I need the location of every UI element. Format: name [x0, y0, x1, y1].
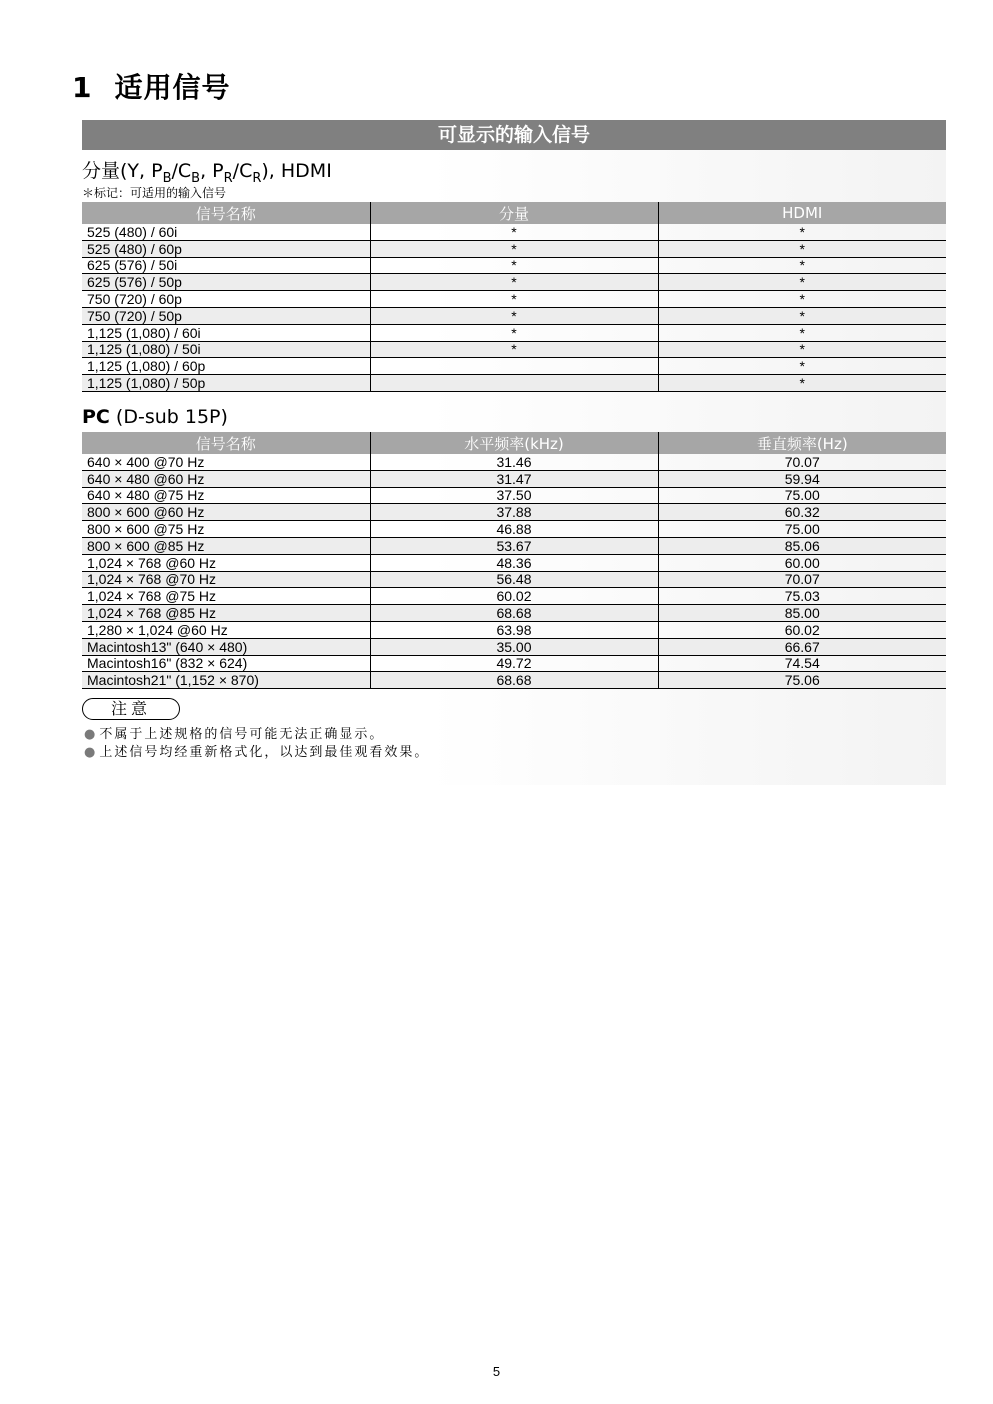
- value-cell: 46.88: [370, 521, 658, 538]
- list-item: [84, 726, 429, 744]
- table-row: [82, 274, 946, 291]
- column-header: 信号名称: [82, 432, 370, 454]
- value-cell: 63.98: [370, 621, 658, 638]
- table-row: [82, 240, 946, 257]
- signal-name-cell: 800 × 600 @85 Hz: [82, 537, 370, 554]
- signal-name-cell: 1,024 × 768 @70 Hz: [82, 571, 370, 588]
- table-row: [82, 341, 946, 358]
- signal-name-cell: 640 × 480 @60 Hz: [82, 470, 370, 487]
- signal-name-cell: 625 (576) / 50i: [82, 257, 370, 274]
- signal-name-cell: 1,125 (1,080) / 60i: [82, 324, 370, 341]
- signal-name-cell: 1,125 (1,080) / 50i: [82, 341, 370, 358]
- table-row: [82, 588, 946, 605]
- value-cell: *: [658, 307, 946, 324]
- value-cell: 60.02: [370, 588, 658, 605]
- table-row: [82, 655, 946, 672]
- value-cell: *: [370, 257, 658, 274]
- value-cell: *: [370, 291, 658, 308]
- asterisk-note: ＊标记：可适用的输入信号: [82, 186, 227, 200]
- table-row: [82, 324, 946, 341]
- signal-name-cell: 525 (480) / 60p: [82, 240, 370, 257]
- table-row: [82, 375, 946, 392]
- value-cell: 66.67: [658, 638, 946, 655]
- section-number: 1: [72, 71, 93, 104]
- signal-name-cell: 1,125 (1,080) / 50p: [82, 375, 370, 392]
- table-row: [82, 621, 946, 638]
- table-row: [82, 638, 946, 655]
- value-cell: 68.68: [370, 672, 658, 689]
- value-cell: 74.54: [658, 655, 946, 672]
- value-cell: 75.06: [658, 672, 946, 689]
- table-row: [82, 224, 946, 240]
- table-row: [82, 521, 946, 538]
- value-cell: *: [658, 341, 946, 358]
- value-cell: 75.00: [658, 487, 946, 504]
- value-cell: *: [658, 257, 946, 274]
- pc-section-title: PC (D-sub 15P): [82, 406, 228, 428]
- page-number: 5: [492, 1364, 501, 1379]
- value-cell: 75.03: [658, 588, 946, 605]
- value-cell: 59.94: [658, 470, 946, 487]
- table-row: [82, 571, 946, 588]
- value-cell: *: [658, 358, 946, 375]
- table-body: [82, 224, 946, 391]
- signal-name-cell: 1,024 × 768 @60 Hz: [82, 554, 370, 571]
- value-cell: *: [658, 291, 946, 308]
- signal-name-cell: 750 (720) / 50p: [82, 307, 370, 324]
- section-heading: [72, 66, 231, 106]
- notes-list: [84, 726, 429, 762]
- note-text: 不属于上述规格的信号可能无法正确显示。: [99, 727, 385, 742]
- signal-name-cell: 625 (576) / 50p: [82, 274, 370, 291]
- table-row: [82, 537, 946, 554]
- table-row: [82, 307, 946, 324]
- column-header: 垂直频率(Hz): [658, 432, 946, 454]
- table-row: [82, 470, 946, 487]
- value-cell: *: [370, 224, 658, 240]
- column-header: HDMI: [658, 202, 946, 224]
- signal-name-cell: 750 (720) / 60p: [82, 291, 370, 308]
- table-row: [82, 358, 946, 375]
- value-cell: 53.67: [370, 537, 658, 554]
- value-cell: *: [370, 307, 658, 324]
- value-cell: *: [658, 274, 946, 291]
- value-cell: [370, 375, 658, 392]
- value-cell: [370, 358, 658, 375]
- signal-name-cell: 800 × 600 @75 Hz: [82, 521, 370, 538]
- value-cell: *: [658, 240, 946, 257]
- value-cell: *: [370, 341, 658, 358]
- value-cell: *: [658, 324, 946, 341]
- signal-name-cell: 800 × 600 @60 Hz: [82, 504, 370, 521]
- signal-name-cell: 640 × 480 @75 Hz: [82, 487, 370, 504]
- table-body: [82, 454, 946, 689]
- value-cell: 60.32: [658, 504, 946, 521]
- table-row: [82, 672, 946, 689]
- value-cell: 70.07: [658, 571, 946, 588]
- column-header: 分量: [370, 202, 658, 224]
- column-header: 信号名称: [82, 202, 370, 224]
- value-cell: *: [658, 375, 946, 392]
- value-cell: 56.48: [370, 571, 658, 588]
- input-signals-banner: 可显示的输入信号: [82, 120, 946, 150]
- value-cell: 68.68: [370, 605, 658, 622]
- signal-name-cell: 1,125 (1,080) / 60p: [82, 358, 370, 375]
- value-cell: 60.00: [658, 554, 946, 571]
- value-cell: 37.50: [370, 487, 658, 504]
- signal-name-cell: Macintosh21" (1,152 × 870): [82, 672, 370, 689]
- value-cell: 35.00: [370, 638, 658, 655]
- table-row: [82, 554, 946, 571]
- table-row: [82, 487, 946, 504]
- table-row: [82, 291, 946, 308]
- signal-name-cell: Macintosh13" (640 × 480): [82, 638, 370, 655]
- bullet-icon: ●: [84, 727, 96, 742]
- value-cell: *: [370, 324, 658, 341]
- signal-name-cell: Macintosh16" (832 × 624): [82, 655, 370, 672]
- value-cell: *: [370, 240, 658, 257]
- column-header: 水平频率(kHz): [370, 432, 658, 454]
- table-header-row: [82, 202, 946, 224]
- signal-name-cell: 525 (480) / 60i: [82, 224, 370, 240]
- value-cell: *: [370, 274, 658, 291]
- table-row: [82, 504, 946, 521]
- value-cell: 85.00: [658, 605, 946, 622]
- section-title: 适用信号: [114, 71, 231, 104]
- value-cell: 70.07: [658, 454, 946, 470]
- value-cell: 60.02: [658, 621, 946, 638]
- value-cell: *: [658, 224, 946, 240]
- table-row: [82, 605, 946, 622]
- list-item: [84, 744, 429, 762]
- signal-name-cell: 1,024 × 768 @85 Hz: [82, 605, 370, 622]
- table-header-row: [82, 432, 946, 454]
- value-cell: 48.36: [370, 554, 658, 571]
- bullet-icon: ●: [84, 745, 96, 760]
- value-cell: 75.00: [658, 521, 946, 538]
- signal-name-cell: 1,280 × 1,024 @60 Hz: [82, 621, 370, 638]
- note-text: 上述信号均经重新格式化，以达到最佳观看效果。: [99, 745, 430, 760]
- signal-name-cell: 1,024 × 768 @75 Hz: [82, 588, 370, 605]
- signal-name-cell: 640 × 400 @70 Hz: [82, 454, 370, 470]
- value-cell: 49.72: [370, 655, 658, 672]
- table-row: [82, 454, 946, 470]
- table-row: [82, 257, 946, 274]
- component-section-title: 分量(Y, $P_B/C_B$, $P_R/C_R$), HDMI: [82, 160, 332, 186]
- value-cell: 31.46: [370, 454, 658, 470]
- component-signal-table: [82, 202, 946, 392]
- pc-signal-table: [82, 432, 946, 689]
- value-cell: 31.47: [370, 470, 658, 487]
- value-cell: 85.06: [658, 537, 946, 554]
- attention-label: 注意: [82, 698, 180, 720]
- value-cell: 37.88: [370, 504, 658, 521]
